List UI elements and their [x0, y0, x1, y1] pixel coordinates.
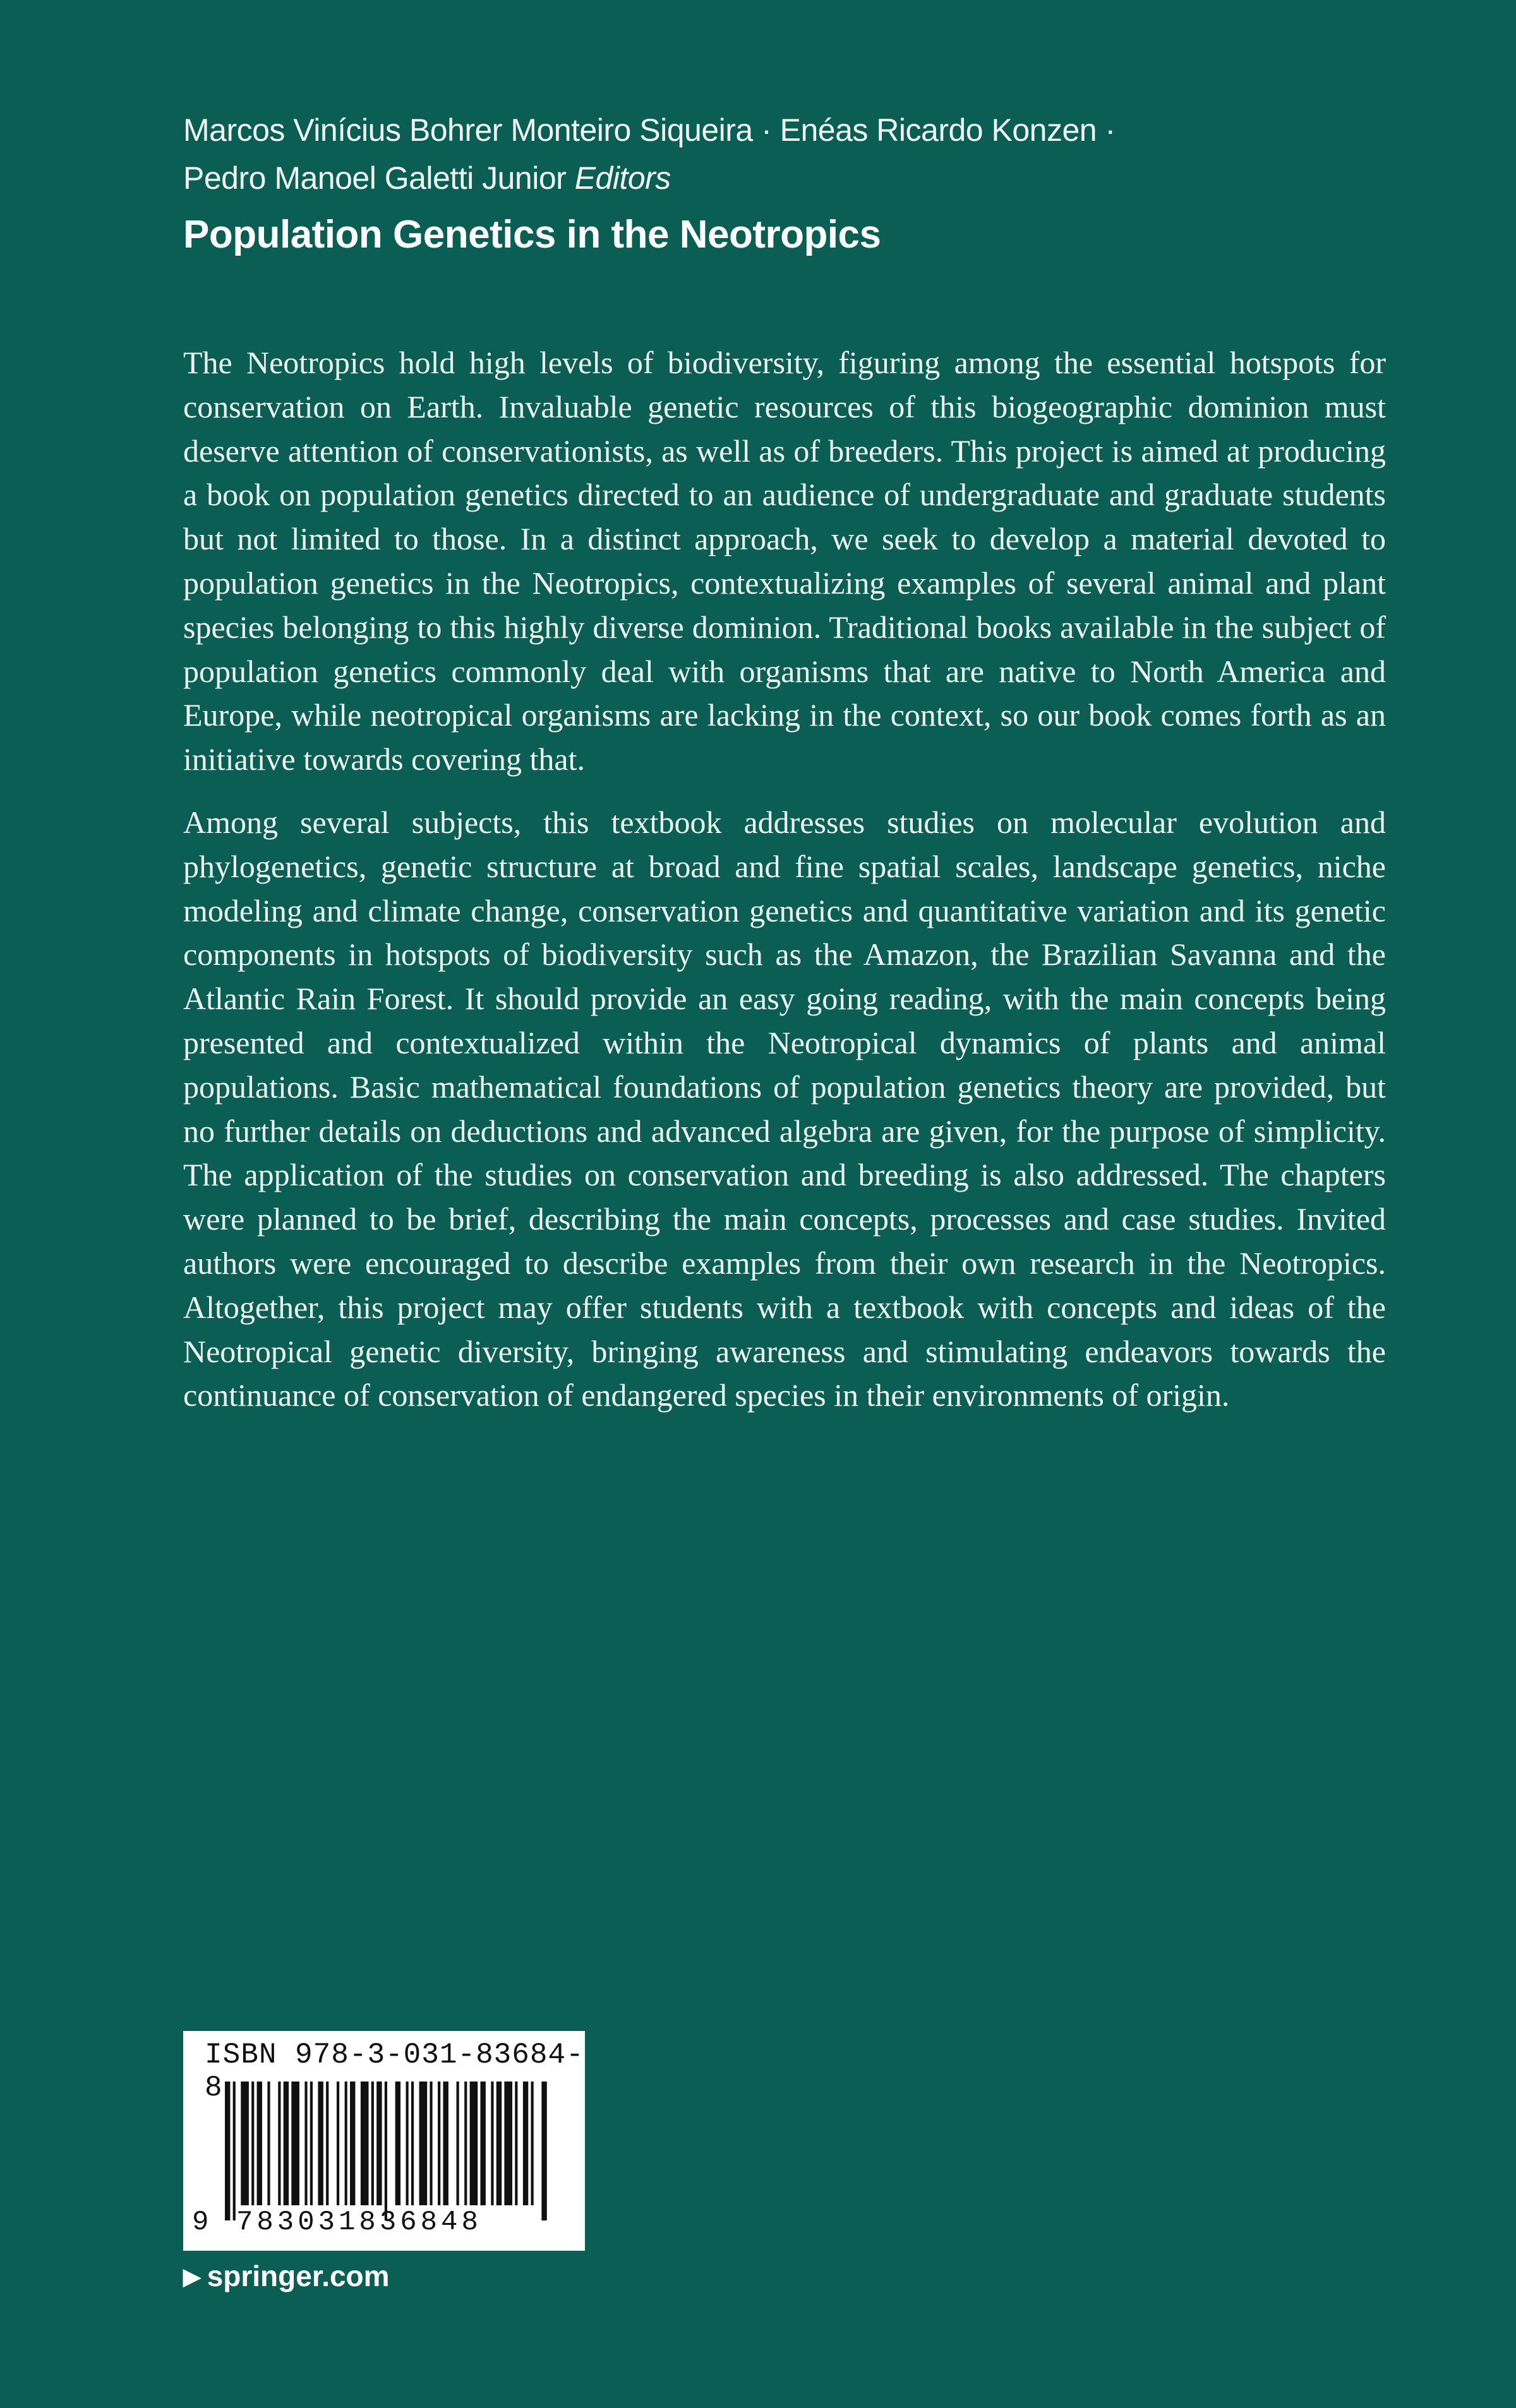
barcode-bar: [337, 2082, 339, 2205]
barcode-bar: [371, 2082, 374, 2205]
barcode-bar: [457, 2082, 459, 2205]
barcode-bar: [257, 2082, 262, 2205]
barcode-bar: [419, 2082, 428, 2205]
barcode-digits-rest: 783031836848: [236, 2207, 482, 2238]
barcode-bar: [291, 2082, 299, 2205]
barcode-bar: [318, 2082, 323, 2205]
barcode-bar: [267, 2082, 270, 2205]
barcode-bar: [464, 2082, 467, 2205]
barcode-bar: [310, 2082, 313, 2205]
barcode-digit-first: 9: [192, 2207, 212, 2238]
publisher-link-text: springer.com: [207, 2260, 390, 2292]
blurb-text: [183, 341, 1386, 1437]
editors-role: Editors: [574, 160, 671, 196]
barcode-bar: [430, 2082, 432, 2205]
barcode-bar: [531, 2082, 534, 2205]
editor-name: Pedro Manoel Galetti Junior: [183, 160, 567, 196]
barcode-bars: [225, 2082, 550, 2220]
barcode-bar: [438, 2082, 440, 2205]
isbn-barcode: [183, 2031, 585, 2251]
barcode-bar: [496, 2082, 502, 2205]
barcode-bar: [251, 2082, 254, 2205]
barcode-bar: [385, 2082, 387, 2220]
publisher-link[interactable]: [183, 2257, 390, 2296]
barcode-bar: [361, 2082, 369, 2205]
barcode-bar: [523, 2082, 528, 2205]
barcode-bar: [504, 2082, 512, 2205]
editors-block: [183, 106, 1383, 202]
barcode-bar: [345, 2082, 347, 2205]
barcode-bar: [395, 2082, 400, 2205]
barcode-bar: [470, 2082, 478, 2205]
barcode-bar: [376, 2082, 382, 2205]
barcode-bar: [541, 2082, 546, 2220]
editors-line-2: [183, 154, 1383, 202]
barcode-bar: [491, 2082, 493, 2205]
barcode-bar: [225, 2082, 230, 2220]
blurb-paragraph-2: Among several subjects, this textbook addresses studies on molecular evolution and phylogenetics, genetic structure at broad and fine spatial scales, landscape genetics, niche modeling and climate change, conservation genetics and quantitative variation and its genetic components in hotspots of biodiversity such as the Amazon, the Brazilian Savanna and the Atlantic Rain Forest. It should provide an easy going reading, with the main concepts being presented and contextualized within the Neotropical dynamics of plants and animal populations. Basic mathematical foundations of population genetics theory are provided, but no further details on deductions and advanced algebra are given, for the purpose of simplicity. The application of the studies on conservation and breeding is also addressed. The chapters were planned to be brief, describing the main concepts, processes and case studies. Invited authors were encouraged to describe examples from their own research in the Neotropics. Altogether, this project may offer students with a textbook with concepts and ideas of the Neotropical genetic diversity, bringing awareness and stimulating endeavors towards the continuance of conservation of endangered species in their environments of origin.: [183, 804, 1386, 1413]
barcode-bar: [350, 2082, 355, 2205]
barcode-bar: [241, 2082, 249, 2205]
barcode-bar: [406, 2082, 408, 2205]
blurb-paragraph-1: The Neotropics hold high levels of biodiversity, figuring among the essential hotspots for conservation on Earth. Invaluable genetic resources of this biogeographic dominion must deserve attention of conservationists, as well as of breeders. This project is aimed at producing a book on population genetics directed to an audience of undergraduate and graduate students but not limited to those. In a distinct approach, we seek to develop a material devoted to population genetics in the Neotropics, contextualizing examples of several animal and plant species belonging to this highly diverse dominion. Traditional books available in the subject of population genetics commonly deal with organisms that are native to North America and Europe, while neotropical organisms are lacking in the context, so our book comes forth as an initiative towards covering that.: [183, 345, 1386, 777]
barcode-bar: [480, 2082, 485, 2205]
barcode-bar: [515, 2082, 517, 2205]
barcode-bar: [278, 2082, 280, 2205]
isbn-label: ISBN 978-3-031-83684-8: [205, 2039, 584, 2104]
barcode-bar: [304, 2082, 307, 2205]
barcode-bar: [284, 2082, 289, 2205]
book-title: Population Genetics in the Neotropics: [183, 213, 881, 256]
barcode-bar: [411, 2082, 414, 2205]
barcode-bar: [443, 2082, 448, 2205]
triangle-right-icon: ▶: [183, 2263, 201, 2289]
editors-line-1: Marcos Vinícius Bohrer Monteiro Siqueira · Enéas Ricardo Konzen ·: [183, 112, 1116, 148]
barcode-bar: [326, 2082, 328, 2205]
barcode-bar: [233, 2082, 236, 2220]
